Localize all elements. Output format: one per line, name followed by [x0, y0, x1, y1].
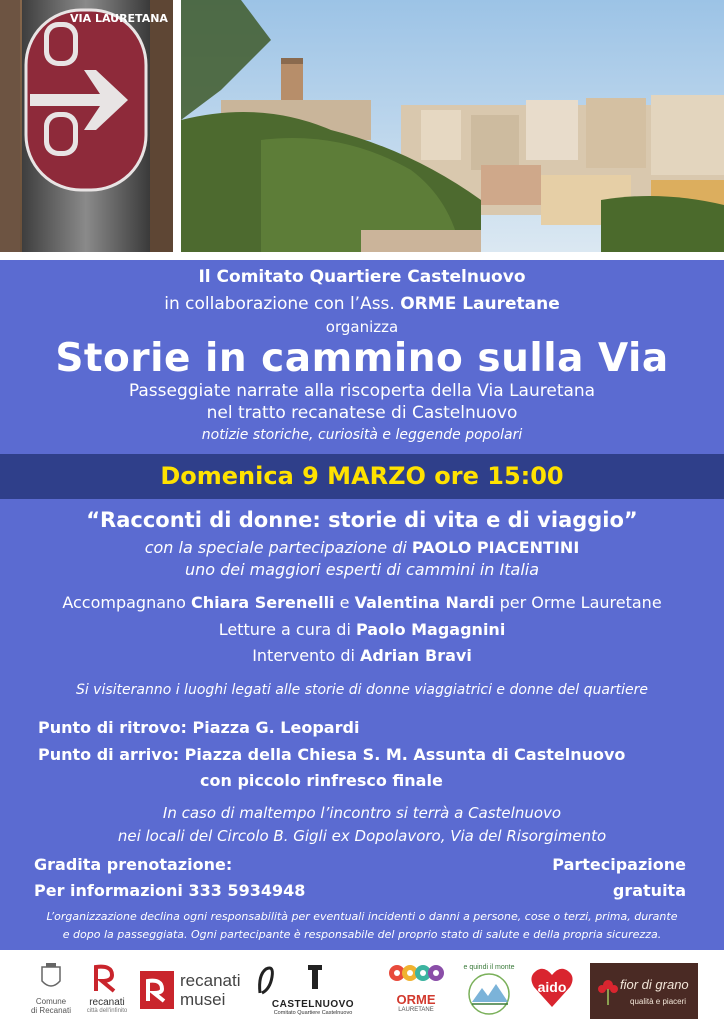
aido-text: aido: [537, 979, 567, 995]
guest-description: uno dei maggiori esperti di cammini in Italia: [184, 560, 540, 579]
castelnuovo-emblem-icon: [256, 963, 370, 995]
quindi-text-1: e quindi il monte: [463, 964, 515, 971]
recanati-text-2: città dell'infinito: [86, 1008, 128, 1014]
comune-text-1: Comune: [35, 997, 67, 1006]
intv-prefix: Intervento di: [252, 646, 355, 665]
subtitle-line-3: notizie storiche, curiosità e leggende popolari: [201, 427, 523, 443]
arrival-point: Punto di arrivo: Piazza della Chiesa S. M. Assunta di Castelnuovo: [38, 745, 626, 764]
castelnuovo-landscape-photo: [181, 0, 724, 252]
recanati-text-1: recanati: [89, 997, 125, 1008]
crest-icon: [28, 963, 74, 993]
header-photos: [0, 0, 724, 256]
castelnuovo-text-2: Comitato Quartiere Castelnuovo: [273, 1010, 353, 1016]
read-name: Paolo Magagnini: [356, 620, 506, 639]
orme-pins-icon: [388, 963, 444, 989]
guest-prefix: con la speciale partecipazione di: [144, 538, 407, 557]
acc-and: e: [339, 593, 350, 612]
e-quindi-il-monte-logo: [458, 963, 520, 1019]
castelnuovo-text-1: CASTELNUOVO: [271, 999, 355, 1010]
castelnuovo-logo: [256, 963, 370, 1019]
accompanists-line: [0, 593, 724, 612]
orme-text-2: LAURETANE: [398, 1007, 434, 1013]
orme-lauretane-logo: [388, 963, 444, 1019]
bad-weather-line-2: nei locali del Circolo B. Gigli ex Dopolavoro, Via del Risorgimento: [117, 827, 607, 845]
aido-logo: [530, 963, 574, 1019]
meeting-point: Punto di ritrovo: Piazza G. Leopardi: [38, 718, 360, 737]
flower-icon: [596, 975, 620, 1005]
intv-name: Adrian Bravi: [360, 646, 472, 665]
read-prefix: Letture a cura di: [218, 620, 351, 639]
disclaimer-line-2: e dopo la passeggiata. Ogni partecipante è responsabile del proprio stato di salute e della propria sicurezza.: [62, 928, 662, 941]
comune-recanati-logo: [28, 963, 74, 1019]
acc-name-1: Chiara Serenelli: [191, 593, 335, 612]
subtitle-line-2: nel tratto recanatese di Castelnuovo: [206, 403, 518, 423]
guest-line: [0, 538, 724, 557]
via-lauretana-sign-photo: [0, 0, 173, 252]
fior-text-1: fior di grano: [620, 977, 689, 992]
collaboration-line: [0, 294, 724, 314]
acc-name-2: Valentina Nardi: [354, 593, 495, 612]
disclaimer-line-1: L’organizzazione declina ogni responsabilità per eventuali incidenti o danni a persone, cose o terzi, prima, durante: [46, 910, 678, 923]
poster-title: Storie in cammino sulla Via: [55, 336, 669, 381]
subtitle-line-1: Passeggiate narrate alla riscoperta della Via Lauretana: [128, 381, 596, 401]
free-participation-line-2: gratuita: [612, 881, 686, 900]
recanati-city-logo: [82, 963, 132, 1019]
recanati-r-icon: [82, 963, 132, 993]
collab-name: ORME Lauretane: [400, 294, 560, 314]
fior-text-2: qualità e piaceri: [630, 997, 687, 1006]
musei-text-2: musei: [180, 990, 226, 1009]
sponsor-logos: [0, 955, 724, 1024]
booking-phone: Per informazioni 333 5934948: [34, 881, 306, 900]
fior-di-grano-logo: [590, 963, 698, 1019]
booking-label: Gradita prenotazione:: [34, 855, 233, 874]
comune-text-2: di Recanati: [30, 1006, 72, 1015]
acc-suffix: per Orme Lauretane: [499, 593, 662, 612]
intervention-line: [0, 646, 724, 665]
musei-text-1: recanati: [180, 971, 241, 990]
organizer-line: Il Comitato Quartiere Castelnuovo: [198, 267, 526, 287]
bad-weather-line-1: In caso di maltempo l’incontro si terrà a Castelnuovo: [162, 804, 562, 822]
visit-note: Si visiteranno i luoghi legati alle storie di donne viaggiatrici e donne del quartiere: [75, 682, 649, 698]
arrival-refreshment: con piccolo rinfresco finale: [200, 771, 443, 790]
guest-name: PAOLO PIACENTINI: [411, 538, 580, 557]
sign-text: VIA LAURETANA: [70, 12, 168, 25]
recanati-musei-logo: [140, 963, 242, 1019]
orme-text-1: ORME: [396, 992, 436, 1007]
musei-icon: [140, 971, 176, 1011]
event-date: Domenica 9 MARZO ore 15:00: [160, 462, 564, 490]
free-participation-line-1: Partecipazione: [552, 855, 686, 874]
acc-prefix: Accompagnano: [62, 593, 186, 612]
organizza-line: organizza: [325, 318, 399, 336]
mountain-circle-icon: [458, 972, 520, 1016]
readings-line: [0, 620, 724, 639]
collab-prefix: in collaborazione con l’Ass.: [164, 294, 395, 314]
talk-title: “Racconti di donne: storie di vita e di viaggio”: [86, 508, 638, 532]
